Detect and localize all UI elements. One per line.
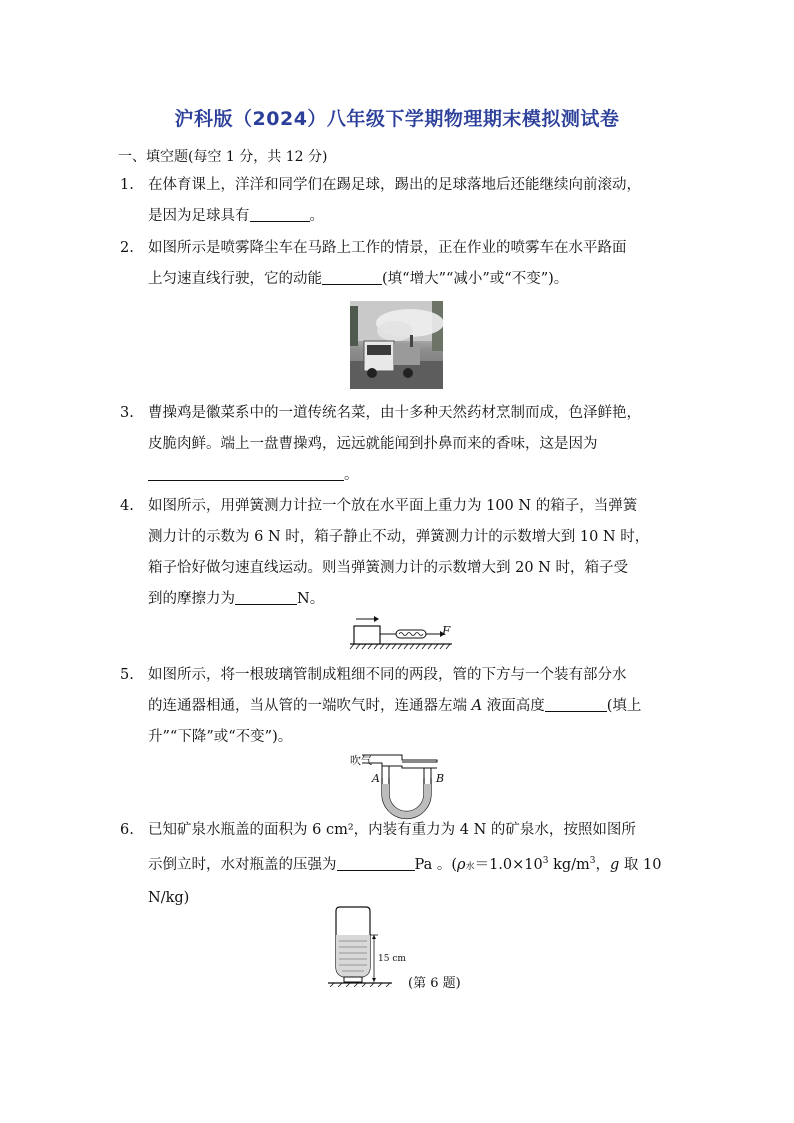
question-text-line xyxy=(148,584,680,615)
box xyxy=(354,626,380,644)
section-heading: 一、填空题(每空 1 分，共 12 分) xyxy=(118,149,328,165)
question-text: N。 xyxy=(297,591,325,607)
question-text: 如图所示是喷雾降尘车在马路上工作的情景，正在作业的喷雾车在水平路面 xyxy=(148,240,627,256)
question-number: 3. xyxy=(120,405,134,421)
question-text: 如图所示，用弹簧测力计拉一个放在水平面上重力为 100 N 的箱子，当弹簧 xyxy=(148,498,638,514)
question-text: 的连通器相通，当从管的一端吹气时，连通器左端 xyxy=(148,698,472,714)
question-text: 示倒立时，水对瓶盖的压强为 xyxy=(148,857,337,873)
answer-blank[interactable] xyxy=(148,462,344,481)
question-text-line xyxy=(148,846,680,883)
question-text: 在体育课上，洋洋和同学们在踢足球，踢出的足球落地后还能继续向前滚动， xyxy=(148,177,641,193)
figure-caption: (第 6 题) xyxy=(408,976,461,991)
question-6 xyxy=(120,815,680,914)
answer-blank[interactable] xyxy=(250,203,310,222)
inverted-bottle-figure xyxy=(326,905,408,987)
label-b: B xyxy=(436,772,445,785)
question-text: 如图所示，将一根玻璃管制成粗细不同的两段，管的下方与一个装有部分水 xyxy=(148,667,627,683)
question-text: ＝1.0×10 xyxy=(474,857,543,873)
question-number: 5. xyxy=(120,667,134,683)
variable-a: A xyxy=(471,698,483,714)
ground-hatch xyxy=(350,644,450,649)
answer-blank[interactable] xyxy=(545,693,607,712)
question-text: 。 xyxy=(344,467,359,483)
blow-label: 吹气 xyxy=(350,754,372,767)
question-text: 是因为足球具有 xyxy=(148,208,250,224)
variable-g: g xyxy=(610,857,620,873)
question-text: 皮脆肉鲜。端上一盘曹操鸡，远远就能闻到扑鼻而来的香味，这是因为 xyxy=(148,436,598,452)
question-text-line xyxy=(148,460,680,491)
question-number: 2. xyxy=(120,240,134,256)
glass-tube xyxy=(362,755,437,762)
question-text: 到的摩擦力为 xyxy=(148,591,235,607)
question-text: 箱子恰好做匀速直线运动。则当弹簧测力计的示数增大到 20 N 时，箱子受 xyxy=(148,560,628,576)
question-text: kg/m xyxy=(548,857,590,873)
question-text: 液面高度 xyxy=(482,698,545,714)
question-text: 已知矿泉水瓶盖的面积为 6 cm²，内装有重力为 4 N 的矿泉水，按照如图所 xyxy=(148,822,636,838)
question-number: 6. xyxy=(120,822,134,838)
question-text: 曹操鸡是徽菜系中的一道传统名菜，由十多种天然药材烹制而成，色泽鲜艳， xyxy=(148,405,641,421)
question-4 xyxy=(120,491,680,615)
question-3 xyxy=(120,398,680,491)
question-text: 取 10 xyxy=(619,857,662,873)
question-text: 升”“下降”或“不变”)。 xyxy=(148,729,293,745)
page-title: 沪科版（2024）八年级下学期物理期末模拟测试卷 xyxy=(174,108,620,130)
answer-blank[interactable] xyxy=(235,586,297,605)
question-number: 4. xyxy=(120,498,134,514)
question-text: N/kg) xyxy=(148,890,190,906)
answer-blank[interactable] xyxy=(322,266,382,285)
question-text-line xyxy=(148,691,680,722)
question-1 xyxy=(120,170,680,232)
spray-truck-image xyxy=(350,301,443,389)
label-a: A xyxy=(372,772,380,785)
question-text: Pa 。( xyxy=(414,857,458,873)
question-text-line xyxy=(148,201,680,232)
exponent: 3 xyxy=(589,856,596,866)
bottle-cap xyxy=(344,977,362,982)
question-5 xyxy=(120,660,680,753)
spray-truck-photo xyxy=(350,301,443,389)
rho-symbol: ρ xyxy=(457,857,466,873)
rho-subscript: 水 xyxy=(465,862,475,872)
question-number: 1. xyxy=(120,177,134,193)
question-text: 。 xyxy=(309,208,324,224)
question-2 xyxy=(120,233,680,295)
question-text: ， xyxy=(595,857,611,873)
answer-blank[interactable] xyxy=(337,852,415,871)
question-text: 上匀速直线行驶，它的动能 xyxy=(148,271,322,287)
question-text: 测力计的示数为 6 N 时，箱子静止不动，弹簧测力计的示数增大到 10 N 时， xyxy=(148,529,650,545)
exponent: 3 xyxy=(542,856,549,866)
dimension-label: 15 cm xyxy=(378,954,406,964)
question-text: (填上 xyxy=(606,698,642,714)
question-text: (填“增大”“减小”或“不变”)。 xyxy=(382,271,569,287)
question-text-line xyxy=(148,264,680,295)
force-label: F xyxy=(442,624,451,638)
